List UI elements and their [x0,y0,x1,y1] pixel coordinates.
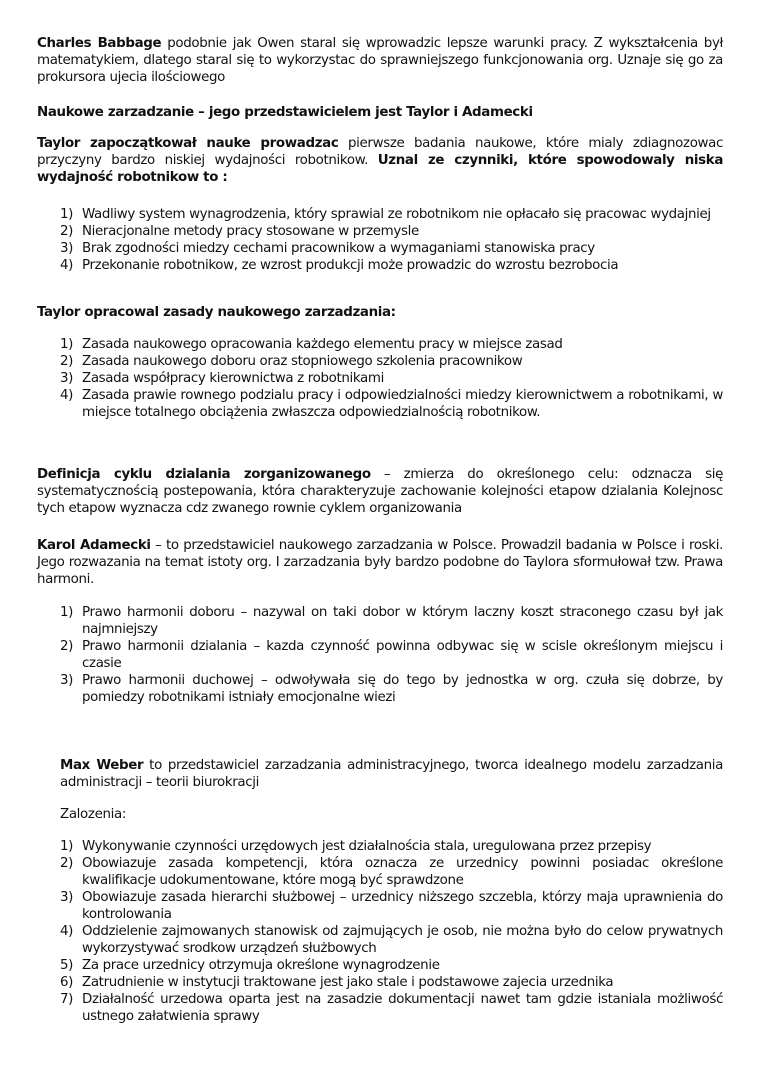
paragraph-text: pierwsze badania naukowe, które mialy zdiagnozowac przyczyny bardzo niskiej wydajności robotnikow. [37,136,724,168]
list-text: Przekonanie robotnikow, ze wzrost produkcji może prowadzic do wzrostu bezrobocia [82,258,619,273]
list-item [60,604,723,638]
bold-lead: Charles Babbage [37,36,162,51]
list-text: Zasada prawie rownego podzialu pracy i odpowiedzialności miedzy kierownictwem a robotnikami, w miejsce totalnego obciążenia zwłaszcza odpowiedzialnością robotnikow. [82,388,723,420]
list-text: Zasada naukowego doboru oraz stopniowego szkolenia pracownikow [82,354,523,369]
list-text: Wykonywanie czynności urzędowych jest działalnościa stala, uregulowana przez przepisy [82,839,652,854]
list-item [60,638,723,672]
list-text: Prawo harmonii dzialania – kazda czynność powinna odbywac się w scisle określonym miejscu i czasie [82,639,723,671]
list-text: Zasada współpracy kierownictwa z robotnikami [82,371,384,386]
list-item [60,240,723,257]
list-number: 1) [60,839,74,854]
list-number: 1) [60,337,74,352]
list-number: 2) [60,856,74,871]
paragraph-babbage [37,35,723,86]
list-item [60,387,723,421]
bold-lead: Max Weber [60,758,144,773]
list-item [60,974,723,991]
list-number: 7) [60,992,74,1007]
paragraph-text: – to przedstawiciel naukowego zarzadzania w Polsce. Prowadzil badania w Polsce i roski. Jego rozwazania na temat istoty org. I zarzadzania były bardzo podobne do Taylora sformułował tzw. Prawa harmoni. [37,538,723,587]
list-text: Zasada naukowego opracowania każdego elementu pracy w miejsce zasad [82,337,563,352]
paragraph-text: – zmierza do określonego celu: odznacza się systematycznością postepowania, która charakteryzuje zachowanie kolejności etapow dzialania Kolejnosc tych etapow wyznacza cdz zwanego rownie cyklem organizowania [37,467,723,516]
list-number: 5) [60,958,74,973]
list-number: 1) [60,605,74,620]
list-text: Oddzielenie zajmowanych stanowisk od zajmujących je osob, nie można było do celow prywatnych wykorzystywać srodkow urządzeń służbowych [82,924,723,956]
list-number: 2) [60,639,74,654]
list-item [60,257,723,274]
list-item [60,991,723,1025]
list-item [60,223,723,240]
list-number: 4) [60,388,74,403]
list-text: Działalność urzedowa oparta jest na zasadzie dokumentacji nawet tam gdzie istaniala możliwość ustnego załatwienia sprawy [82,992,723,1024]
list-przyczyny [60,206,723,274]
list-text: Nieracjonalne metody pracy stosowane w przemysle [82,224,419,239]
list-number: 4) [60,924,74,939]
heading-taylor-zasady: Taylor opracowal zasady naukowego zarzadzania: [37,305,396,320]
list-number: 1) [60,207,74,222]
list-number: 3) [60,371,74,386]
list-item [60,838,723,855]
list-number: 6) [60,975,74,990]
paragraph-zalozenia: Zalozenia: [60,807,126,822]
list-text: Prawo harmonii doboru – nazywal on taki dobor w którym laczny koszt straconego czasu był jak najmniejszy [82,605,723,637]
list-number: 3) [60,890,74,905]
paragraph-adamecki [37,537,723,588]
paragraph-weber [60,757,723,791]
list-item [60,353,723,370]
list-text: Zatrudnienie w instytucji traktowane jest jako stale i podstawowe zajecia urzednika [82,975,614,990]
paragraph-text: to przedstawiciel zarzadzania administracyjnego, tworca idealnego modelu zarzadzania administracji – teorii biurokracji [60,758,723,790]
bold-lead: Karol Adamecki [37,538,151,553]
list-zasady [60,336,723,421]
list-number: 2) [60,354,74,369]
heading-naukowe-zarzadzanie: Naukowe zarzadzanie – jego przedstawicielem jest Taylor i Adamecki [37,105,533,120]
bold-lead: Definicja cyklu dzialania zorganizowanego [37,467,371,482]
list-number: 2) [60,224,74,239]
list-text: Wadliwy system wynagrodzenia, który sprawial ze robotnikom nie opłacało się pracowac wydajniej [82,207,711,222]
list-number: 3) [60,241,74,256]
list-zalozenia [60,838,723,1025]
list-number: 3) [60,673,74,688]
list-item [60,855,723,889]
paragraph-definicja [37,466,723,517]
paragraph-taylor [37,135,723,186]
list-item [60,923,723,957]
list-item [60,370,723,387]
list-item [60,336,723,353]
bold-lead: Taylor zapoczątkował nauke prowadzac [37,136,339,151]
list-text: Obowiazuje zasada hierarchi służbowej – urzednicy niższego szczebla, którzy maja uprawnienia do kontrolowania [82,890,723,922]
list-text: Za prace urzednicy otrzymuja określone wynagrodzenie [82,958,440,973]
paragraph-text: podobnie jak Owen staral się wprowadzic lepsze warunki pracy. Z wykształcenia był matematykiem, dlatego staral się to wykorzystac do sprawniejszego funkcjonowania org. Uznaje się go za prokursora ujecia ilościowego [37,36,723,85]
list-number: 4) [60,258,74,273]
list-text: Obowiazuje zasada kompetencji, która oznacza ze urzednicy powinni posiadac określone kwalifikacje udokumentowane, które mogą być sprawdzone [82,856,723,888]
list-item [60,672,723,706]
list-item [60,206,723,223]
list-text: Brak zgodności miedzy cechami pracownikow a wymaganiami stanowiska pracy [82,241,595,256]
list-item [60,957,723,974]
list-prawa-harmonii [60,604,723,706]
list-text: Prawo harmonii duchowej – odwoływała się do tego by jednostka w org. czuła się dobrze, by pomiedzy robotnikami istniały emocjonalne wiezi [82,673,723,705]
list-item [60,889,723,923]
bold-tail: Uznal ze czynniki, które spowodowaly niska wydajność robotnikow to : [37,153,724,185]
